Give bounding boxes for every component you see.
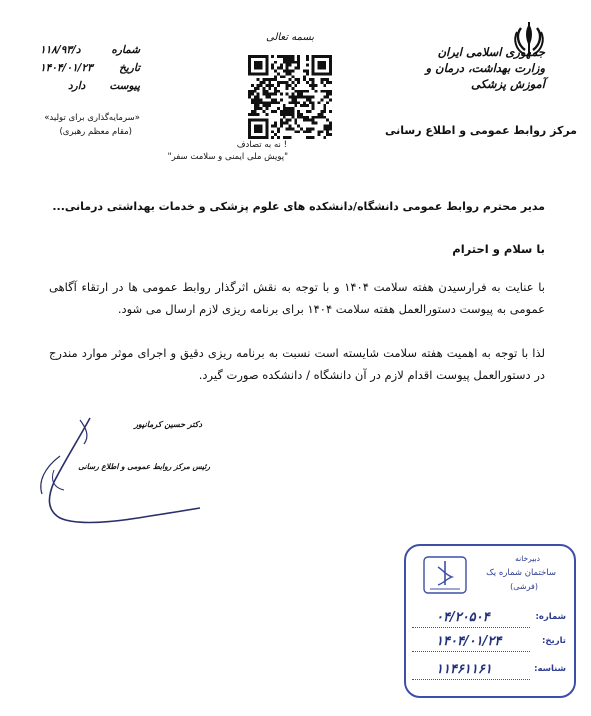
stamp-dotted-line <box>412 679 530 680</box>
letter-number-value: د/۱۱۸/۹۳ <box>40 44 81 56</box>
greeting: با سلام و احترام <box>452 242 545 256</box>
letter-number-field <box>40 44 140 60</box>
recipient-line: مدیر محترم روابط عمومی دانشگاه/دانشکده های علوم پزشکی و خدمات بهداشتی درمانی... <box>52 200 545 213</box>
stamp-dotted-line <box>412 651 530 652</box>
campaign-slogan: ! نه به تصادف <box>236 140 287 150</box>
qr-code <box>248 55 332 139</box>
signatory-name: دکتر حسین کرمانپور <box>134 420 202 429</box>
university-seal-icon <box>422 555 468 595</box>
stamp-id-row <box>412 662 566 682</box>
body-paragraph: لذا با توجه به اهمیت هفته سلامت شایسته است نسبت به برنامه ریزی دقیق و اجرای موثر موارد مندرج در دستورالعمل پیوست اقدام لازم در آن دانشگاه / دانشکده صورت گیرد. <box>49 346 545 382</box>
bismillah-heading: بسمه تعالی <box>266 32 315 43</box>
signatory-title: رئیس مرکز روابط عمومی و اطلاع رسانی <box>78 462 210 471</box>
stamp-dotted-line <box>412 627 530 628</box>
letter-number-label: شماره <box>111 44 140 56</box>
stamp-id-label: شناسه: <box>534 664 566 674</box>
stamp-date-row <box>412 634 566 654</box>
stamp-number-row <box>412 610 566 630</box>
letter-date-field <box>40 62 140 78</box>
attachment-value: دارد <box>68 80 86 92</box>
attachment-label: پیوست <box>109 80 140 92</box>
letter-date-value: ۱۴۰۴/۰۱/۲۳ <box>40 62 93 74</box>
year-motto: «سرمایه‌گذاری برای تولید» <box>44 113 140 123</box>
stamp-date-value: ۱۴۰۴/۰۱/۲۴ <box>436 634 502 649</box>
letter-date-label: تاریخ <box>119 62 140 74</box>
body-paragraph: با عنایت به فرارسیدن هفته سلامت ۱۴۰۴ و با توجه به نقش اثرگذار روابط عمومی ها در ارتقاء آگاهی عمومی به پیوست دستورالعمل هفته سلامت ۱۴۰۴ برای برنامه ریزی لازم ارسال می شود. <box>49 280 545 316</box>
stamp-date-label: تاریخ: <box>542 636 566 646</box>
stamp-note: (فرشی) <box>510 582 538 591</box>
attachment-field <box>40 80 140 96</box>
stamp-number-label: شماره: <box>535 612 566 622</box>
ministry-name: جمهوری اسلامی ایران وزارت بهداشت، درمان و آموزش پزشکی <box>425 45 545 91</box>
secretariat-stamp <box>404 544 576 698</box>
stamp-building: ساختمان شماره یک <box>486 568 556 578</box>
stamp-office: دبیرخانه <box>515 554 540 563</box>
campaign-name: "پویش ملی ایمنی و سلامت سفر" <box>167 152 288 162</box>
center-name: مرکز روابط عمومی و اطلاع رسانی <box>385 124 577 137</box>
stamp-number-value: ۰۴/۲۰۵۰۴ <box>436 610 490 625</box>
year-motto-source: (مقام معظم رهبری) <box>59 127 132 137</box>
stamp-id-value: ۱۱۴۶۱۱۶۱ <box>436 662 492 677</box>
